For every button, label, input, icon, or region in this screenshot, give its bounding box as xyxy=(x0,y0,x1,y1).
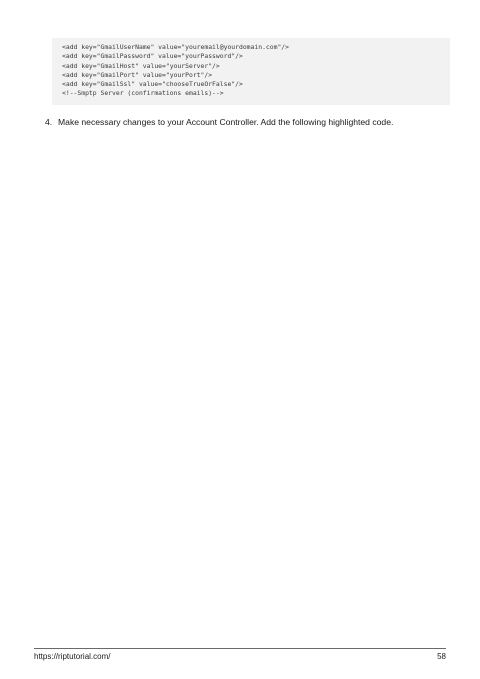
footer-link[interactable]: https://riptutorial.com/ xyxy=(34,652,111,661)
code-line: <add key="GmailUserName" value="youremail@yourdomain.com"/> xyxy=(62,43,290,51)
code-line: <add key="GmailPort" value="yourPort"/> xyxy=(62,70,213,79)
code-block xyxy=(52,38,450,105)
code-line: <!--Smptp Server (confirmations emails)--> xyxy=(62,89,224,98)
code-line: <add key="GmailHost" value="yourServer"/> xyxy=(62,61,220,70)
code-line: <add key="GmailSsl" value="chooseTrueOrFalse"/> xyxy=(62,80,243,89)
step-text: Make necessary changes to your Account Controller. Add the following highlighted code. xyxy=(58,117,394,127)
step-item xyxy=(45,116,465,128)
footer-divider xyxy=(34,648,446,649)
page-number: 58 xyxy=(437,652,446,661)
code-line: <add key="GmailPassword" value="yourPassword"/> xyxy=(62,52,243,61)
step-number: 4. xyxy=(45,117,53,127)
